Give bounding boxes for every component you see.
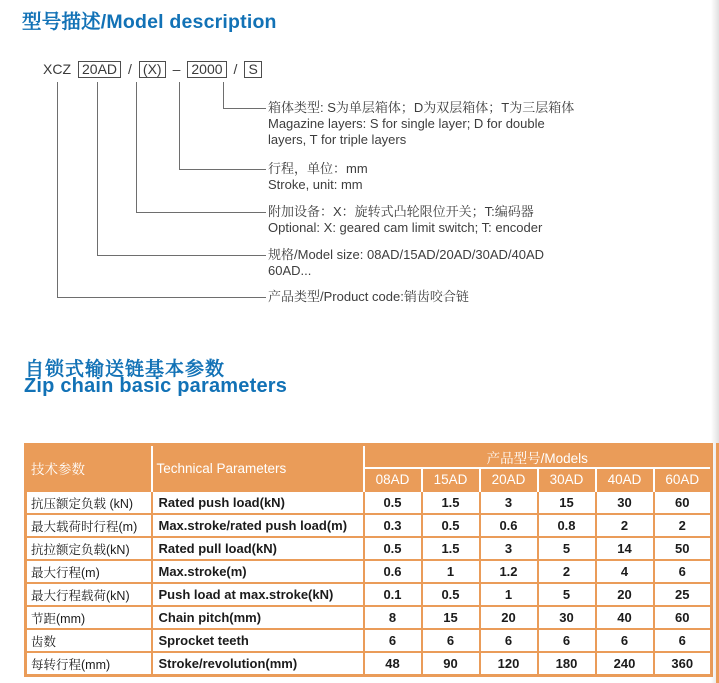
section-title-zh: 自锁式输送链基本参数	[25, 359, 226, 380]
param-value: 1.5	[422, 491, 480, 514]
param-name-zh: 节距(mm)	[26, 606, 152, 629]
param-name-en: Chain pitch(mm)	[152, 606, 364, 629]
parameters-table-body	[26, 491, 712, 676]
param-value: 6	[596, 629, 654, 652]
table-row	[26, 629, 712, 652]
param-name-en: Rated push load(kN)	[152, 491, 364, 514]
param-value: 360	[654, 652, 712, 676]
param-name-en: Stroke/revolution(mm)	[152, 652, 364, 676]
param-value: 6	[364, 629, 422, 652]
param-value: 2	[538, 560, 596, 583]
param-value: 4	[596, 560, 654, 583]
param-value: 6	[654, 629, 712, 652]
header-model: 40AD	[596, 468, 654, 491]
table-row	[26, 583, 712, 606]
param-value: 1.5	[422, 537, 480, 560]
model-code	[43, 60, 262, 78]
parameters-table-container	[24, 443, 713, 677]
param-name-zh: 抗拉额定负载(kN)	[26, 537, 152, 560]
annotation-line: 规格/Model size: 08AD/15AD/20AD/30AD/40AD	[268, 247, 545, 262]
param-value: 20	[480, 606, 538, 629]
param-value: 8	[364, 606, 422, 629]
param-value: 5	[538, 537, 596, 560]
parameters-table	[24, 443, 713, 677]
param-value: 30	[596, 491, 654, 514]
param-value: 1	[480, 583, 538, 606]
param-value: 25	[654, 583, 712, 606]
param-name-zh: 抗压额定负载 (kN)	[26, 491, 152, 514]
param-value: 0.1	[364, 583, 422, 606]
header-model: 15AD	[422, 468, 480, 491]
model-code-optional-box: (X)	[139, 61, 166, 78]
header-model: 60AD	[654, 468, 712, 491]
model-code-prefix: XCZ	[43, 61, 71, 77]
param-name-en: Rated pull load(kN)	[152, 537, 364, 560]
table-row	[26, 491, 712, 514]
annotation-line: Optional: X: geared cam limit switch; T: encoder	[268, 220, 543, 235]
param-value: 15	[538, 491, 596, 514]
param-name-en: Push load at max.stroke(kN)	[152, 583, 364, 606]
param-value: 0.8	[538, 514, 596, 537]
annotation-line: 产品类型/Product code:销齿咬合链	[268, 289, 469, 304]
model-code-size-box: 20AD	[78, 61, 121, 78]
param-value: 0.6	[480, 514, 538, 537]
annotation-line: 箱体类型: S为单层箱体；D为双层箱体；T为三层箱体	[268, 100, 575, 115]
param-value: 15	[422, 606, 480, 629]
param-value: 6	[538, 629, 596, 652]
param-value: 1	[422, 560, 480, 583]
table-row	[26, 652, 712, 676]
header-model: 20AD	[480, 468, 538, 491]
param-value: 0.6	[364, 560, 422, 583]
param-name-zh: 最大载荷时行程(m)	[26, 514, 152, 537]
param-value: 48	[364, 652, 422, 676]
section-title-en: Zip chain basic parameters	[24, 375, 288, 397]
param-value: 2	[654, 514, 712, 537]
param-name-en: Sprocket teeth	[152, 629, 364, 652]
param-value: 14	[596, 537, 654, 560]
param-value: 20	[596, 583, 654, 606]
model-code-dash: –	[172, 61, 181, 77]
annotation-line: Magazine layers: S for single layer; D for double	[268, 116, 545, 131]
annotation-line: 附加设备：X：旋转式凸轮限位开关；T:编码器	[268, 204, 534, 219]
annotation-block	[268, 289, 469, 305]
header-model: 30AD	[538, 468, 596, 491]
param-value: 30	[538, 606, 596, 629]
annotation-block	[268, 161, 368, 193]
param-value: 0.5	[364, 491, 422, 514]
annotation-block	[268, 100, 574, 148]
param-name-zh: 最大行程(m)	[26, 560, 152, 583]
param-value: 0.5	[422, 583, 480, 606]
param-name-zh: 每转行程(mm)	[26, 652, 152, 676]
param-value: 1.2	[480, 560, 538, 583]
param-value: 6	[422, 629, 480, 652]
param-value: 180	[538, 652, 596, 676]
param-value: 90	[422, 652, 480, 676]
param-value: 0.3	[364, 514, 422, 537]
param-value: 120	[480, 652, 538, 676]
param-value: 0.5	[364, 537, 422, 560]
param-value: 3	[480, 537, 538, 560]
header-model: 08AD	[364, 468, 422, 491]
annotation-block	[268, 204, 542, 236]
annotation-line: Stroke, unit: mm	[268, 177, 363, 192]
table-row	[26, 537, 712, 560]
param-name-zh: 齿数	[26, 629, 152, 652]
table-row	[26, 514, 712, 537]
model-code-stroke-box: 2000	[187, 61, 226, 78]
param-name-en: Max.stroke/rated push load(m)	[152, 514, 364, 537]
param-name-zh: 最大行程载荷(kN)	[26, 583, 152, 606]
param-value: 6	[480, 629, 538, 652]
header-tech-params-en: Technical Parameters	[152, 445, 364, 492]
param-value: 40	[596, 606, 654, 629]
param-value: 60	[654, 606, 712, 629]
annotation-line: 60AD...	[268, 263, 312, 278]
param-value: 6	[654, 560, 712, 583]
connector-line	[57, 82, 266, 298]
param-value: 60	[654, 491, 712, 514]
param-value: 240	[596, 652, 654, 676]
annotation-line: 行程，单位：mm	[268, 161, 368, 176]
table-row	[26, 560, 712, 583]
header-tech-params-zh: 技术参数	[26, 445, 152, 492]
annotation-line: layers, T for triple layers	[268, 132, 407, 147]
param-value: 2	[596, 514, 654, 537]
param-value: 50	[654, 537, 712, 560]
param-value: 5	[538, 583, 596, 606]
param-value: 0.5	[422, 514, 480, 537]
model-code-magazine-box: S	[244, 61, 261, 78]
annotation-block	[268, 247, 544, 279]
page-title: 型号描述/Model description	[22, 11, 277, 33]
param-name-en: Max.stroke(m)	[152, 560, 364, 583]
model-code-separator: /	[233, 61, 238, 77]
model-code-separator: /	[128, 61, 132, 77]
header-models-group: 产品型号/Models	[364, 445, 712, 469]
param-value: 3	[480, 491, 538, 514]
table-row	[26, 606, 712, 629]
